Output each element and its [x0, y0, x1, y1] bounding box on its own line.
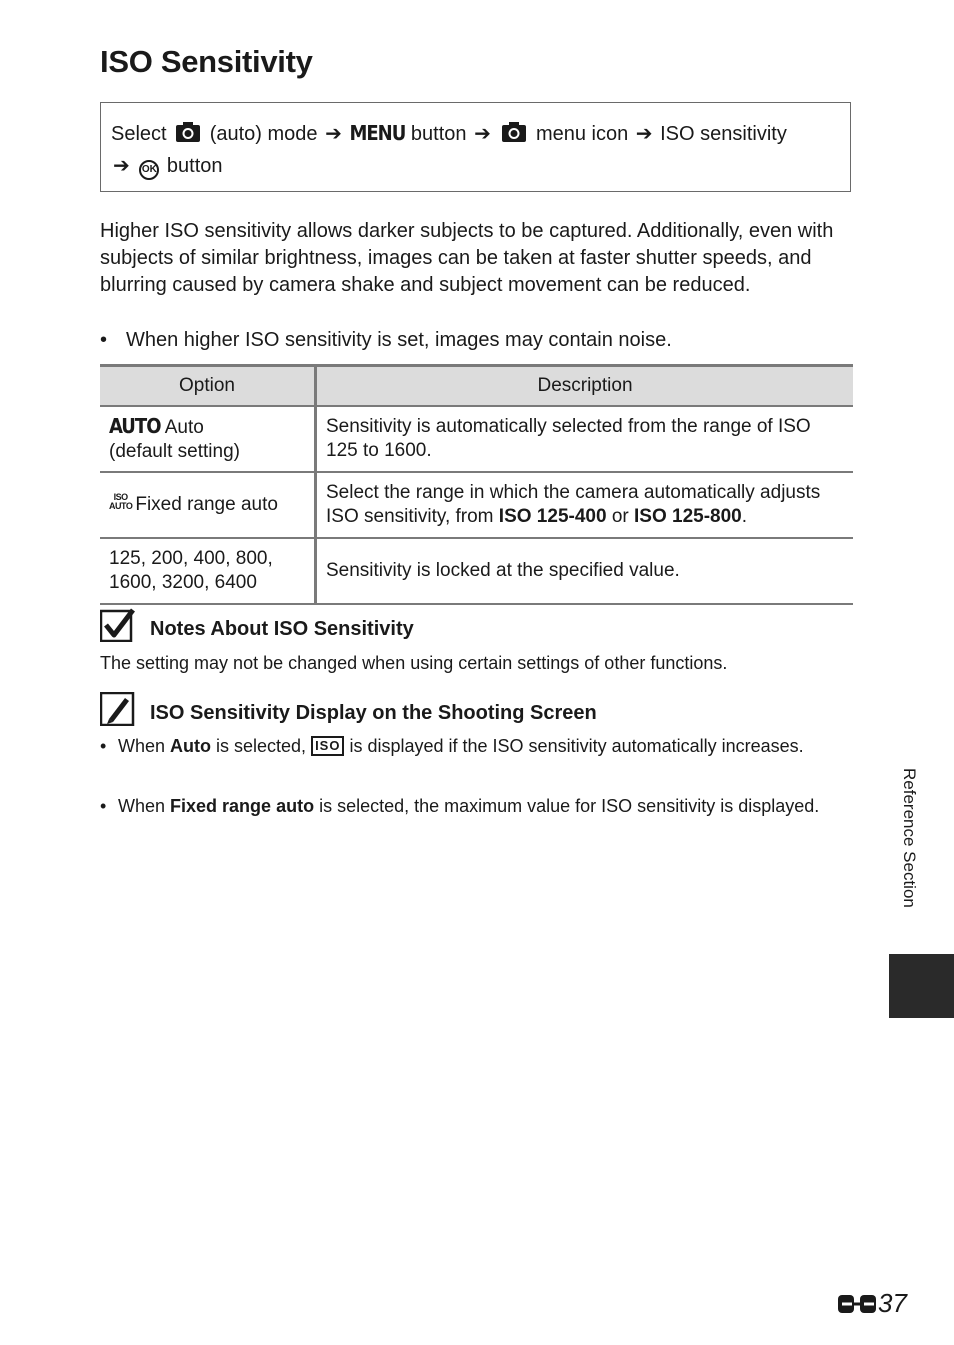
notes-title: Notes About ISO Sensitivity: [150, 618, 414, 640]
options-table: [100, 364, 853, 605]
camera-menu-icon: [501, 121, 527, 143]
description-cell: Sensitivity is automatically selected from the range of ISO 125 to 1600.: [316, 406, 854, 472]
checkmark-icon: [100, 608, 136, 642]
option-sublabel: (default setting): [109, 441, 240, 462]
page-number-text: 37: [878, 1288, 907, 1318]
iso-auto-icon: ISO AUTO: [109, 492, 133, 511]
path-button-text: button: [410, 123, 467, 145]
header-option: Option: [100, 366, 316, 407]
option-cell: [100, 472, 316, 538]
e-section-icon: [838, 1292, 878, 1316]
arrow-right-icon: ➔: [113, 155, 130, 177]
path-menu-icon-text: menu icon: [535, 123, 629, 145]
intro-paragraph: Higher ISO sensitivity allows darker subjects to be captured. Additionally, even with subjects of similar brightness, images can be taken at faster shutter speeds, and blurring caused by camera shake and subject movement can be reduced.: [100, 220, 834, 296]
display-bullet-fixed: • When Fixed range auto is selected, the maximum value for ISO sensitivity is displayed.: [100, 793, 820, 820]
description-cell: Sensitivity is locked at the specified value.: [316, 538, 854, 604]
notes-heading: [100, 608, 854, 644]
header-description: Description: [316, 366, 854, 407]
display-bullet-auto: • When Auto is selected, ISO is displayed if the ISO sensitivity automatically increases.: [100, 733, 820, 760]
option-sublabel: 1600, 3200, 6400: [109, 572, 257, 593]
path-iso-text: ISO sensitivity: [660, 123, 787, 145]
iso-icon: ISO: [311, 736, 344, 756]
path-auto-mode-text: (auto) mode: [209, 123, 318, 145]
table-row: [100, 472, 853, 538]
pencil-note-icon: [100, 692, 136, 726]
description-cell: Select the range in which the camera automatically adjusts ISO sensitivity, from ISO 125-400 or ISO 125-800.: [316, 472, 854, 538]
table-header-row: [100, 366, 853, 407]
option-cell: [100, 406, 316, 472]
menu-path-box: [100, 102, 851, 192]
option-label: Auto: [164, 417, 204, 438]
table-row: [100, 406, 853, 472]
bullet-dot: •: [100, 736, 107, 756]
noise-bullet-text: When higher ISO sensitivity is set, images may contain noise.: [126, 329, 672, 351]
page-number: [838, 1288, 907, 1319]
display-title: ISO Sensitivity Display on the Shooting Screen: [150, 702, 597, 724]
side-tab-label: Reference Section: [900, 768, 919, 908]
path-select-text: Select: [111, 123, 167, 145]
arrow-right-icon: ➔: [325, 123, 342, 145]
table-row: [100, 538, 853, 604]
arrow-right-icon: ➔: [474, 123, 491, 145]
bullet-dot: •: [100, 796, 107, 816]
option-cell: [100, 538, 316, 604]
ok-button-icon: OK: [139, 160, 159, 180]
arrow-right-icon: ➔: [635, 123, 653, 145]
bullet-dot: •: [100, 329, 108, 351]
path-ok-button-text: button: [166, 155, 223, 177]
option-label: Fixed range auto: [135, 494, 278, 515]
display-heading: [100, 692, 854, 728]
side-tab-marker: [889, 954, 954, 1018]
camera-icon: [175, 121, 201, 143]
option-label: 125, 200, 400, 800,: [109, 548, 273, 569]
page-title: ISO Sensitivity: [100, 44, 313, 79]
menu-button-glyph: MENU: [349, 121, 406, 145]
auto-icon: AUTO: [109, 414, 161, 438]
noise-bullet: [100, 327, 854, 354]
notes-body: The setting may not be changed when using certain settings of other functions.: [100, 653, 728, 673]
